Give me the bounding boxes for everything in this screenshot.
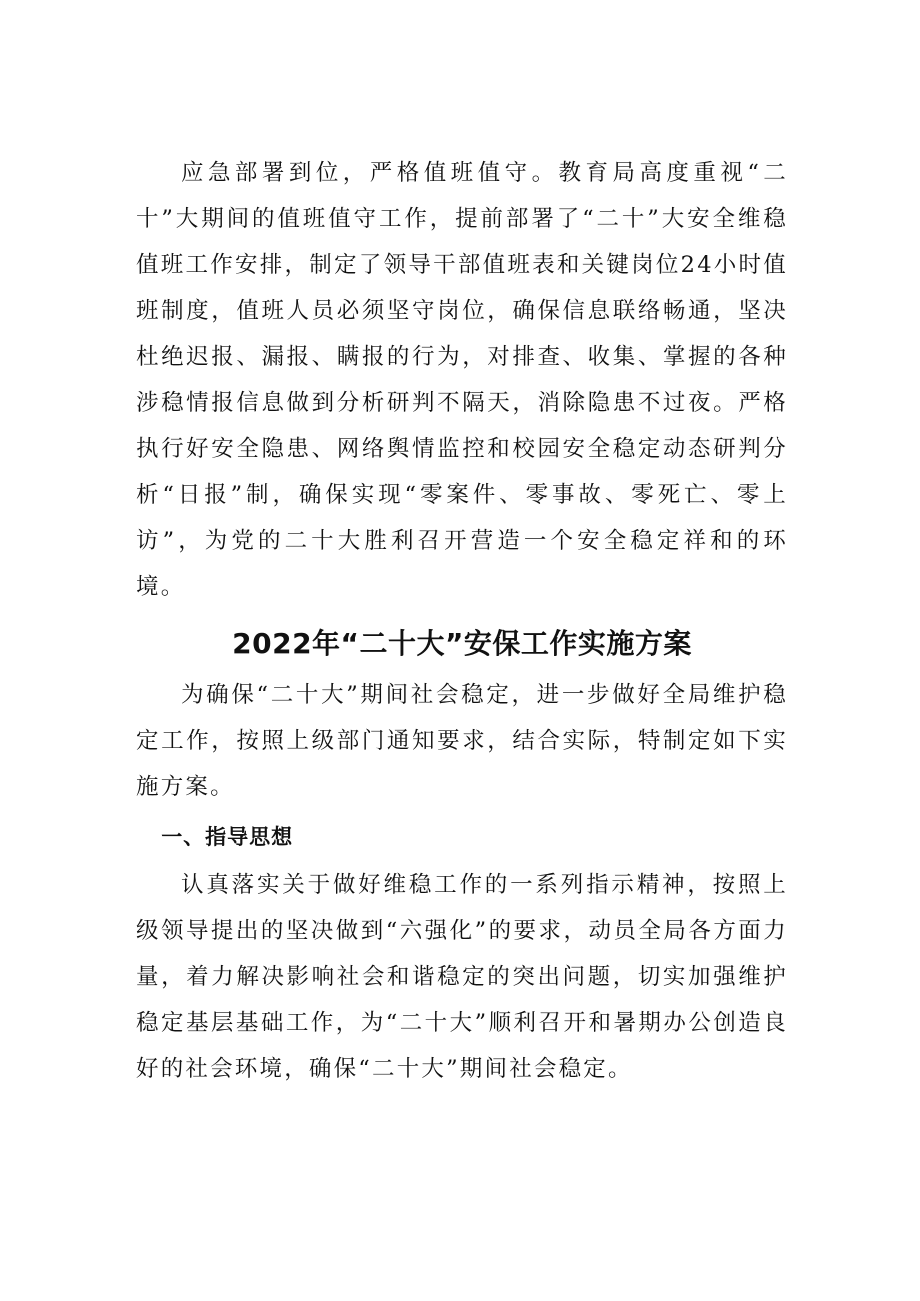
paragraph-introduction: 为确保“二十大”期间社会稳定，进一步做好全局维护稳定工作，按照上级部门通知要求，结合实际，特制定如下实施方案。 bbox=[136, 682, 788, 800]
document-title: 2022年“二十大”安保工作实施方案 bbox=[232, 627, 692, 660]
paragraph-guiding-ideology: 认真落实关于做好维稳工作的一系列指示精神，按照上级领导提出的坚决做到“六强化”的要求，动员全局各方面力量，着力解决影响社会和谐稳定的突出问题，切实加强维护稳定基层基础工作，为“二十大”顺利召开和暑期办公创造良好的社会环境，确保“二十大”期间社会稳定。 bbox=[136, 872, 788, 1082]
section-heading-guiding-ideology: 一、指导思想 bbox=[161, 825, 294, 849]
document-body bbox=[136, 150, 788, 1092]
paragraph-duty-arrangement: 应急部署到位，严格值班值守。教育局高度重视“二十”大期间的值班值守工作，提前部署了“二十”大安全维稳值班工作安排，制定了领导干部值班表和关键岗位24小时值班制度，值班人员必须坚守岗位，确保信息联络畅通，坚决杜绝迟报、漏报、瞒报的行为，对排查、收集、掌握的各种涉稳情报信息做到分析研判不隔天，消除隐患不过夜。严格执行好安全隐患、网络舆情监控和校园安全稳定动态研判分析“日报”制，确保实现“零案件、零事故、零死亡、零上访”，为党的二十大胜利召开营造一个安全稳定祥和的环境。 bbox=[136, 160, 788, 600]
